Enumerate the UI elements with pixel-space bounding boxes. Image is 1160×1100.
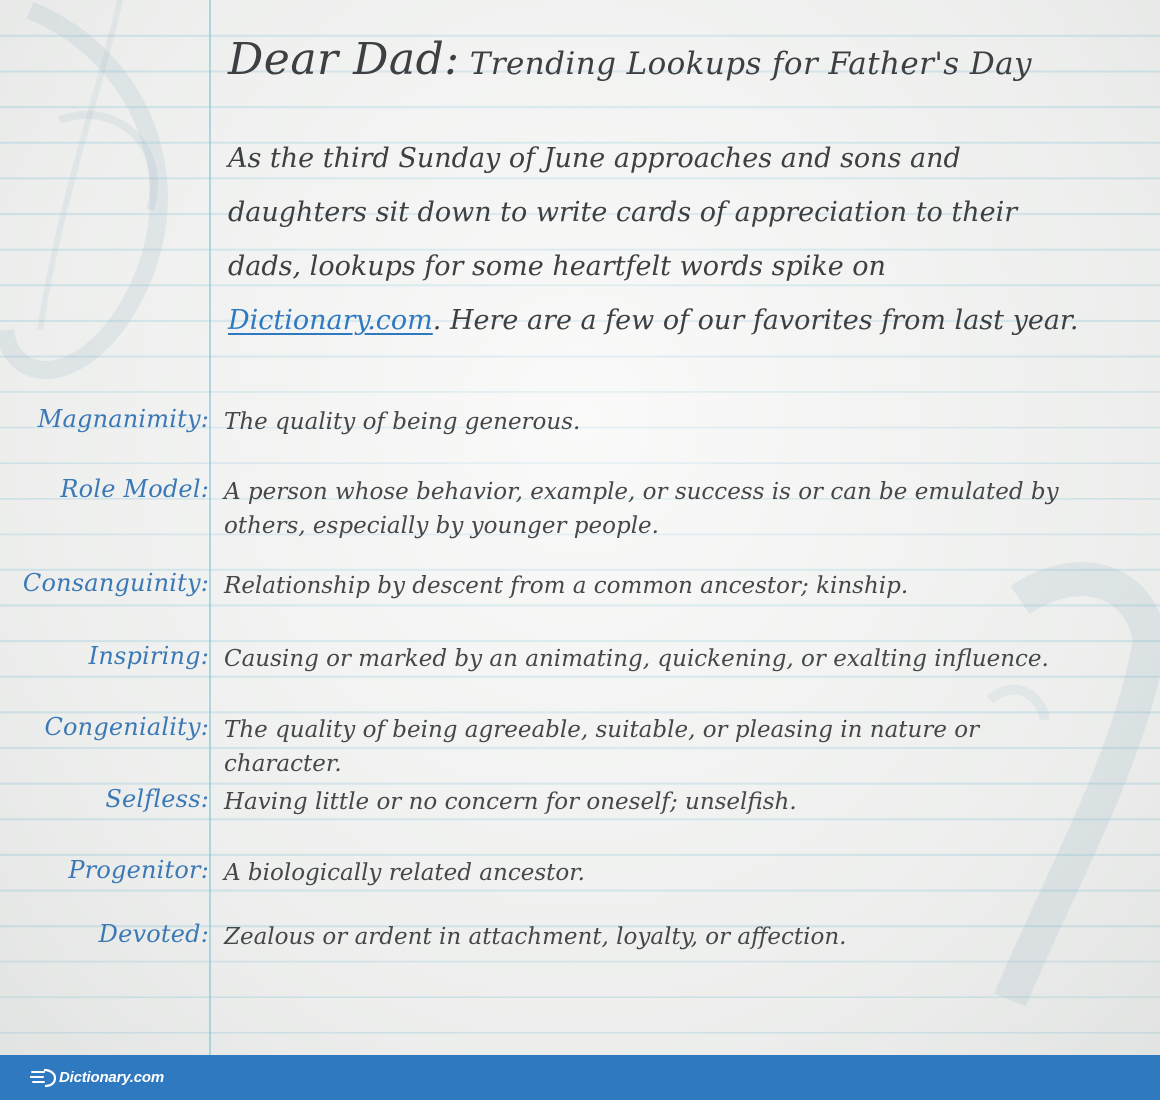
entry-definition: A person whose behavior, example, or success is or can be emulated by others, especially by younger people. [224,479,1059,539]
entry-term: Magnanimity: [37,405,209,433]
dictionary-link[interactable]: Dictionary.com [228,305,433,336]
entry-definition: Having little or no concern for oneself; unselfish. [224,789,797,815]
entry-term: Congeniality: [44,713,209,741]
entry-definition: The quality of being generous. [224,409,581,435]
entry-definition: A biologically related ancestor. [224,860,585,886]
title-main: Dear Dad: [228,34,460,85]
dictionary-logo[interactable] [30,1068,164,1088]
entry-term: Inspiring: [88,642,209,670]
entry-term: Consanguinity: [22,569,209,597]
intro-text-before: As the third Sunday of June approaches and sons and daughters sit down to write cards of appreciation to their dads, lookups for some heartfelt words spike on [228,143,1018,282]
entry-term: Devoted: [98,920,209,948]
footer-logo-text: Dictionary.com [59,1069,165,1086]
entry-term: Progenitor: [68,856,209,884]
title-subtitle: Trending Lookups for Father's Day [469,46,1032,82]
entry-term: Selfless: [105,785,209,813]
intro-text-after: . Here are a few of our favorites from last year. [432,305,1079,336]
entry-definition: Relationship by descent from a common ancestor; kinship. [224,573,909,599]
entry-term: Role Model: [60,475,209,503]
margin-line [209,0,211,1055]
entry-definition: The quality of being agreeable, suitable, or pleasing in nature or character. [224,717,980,777]
entry-definition: Causing or marked by an animating, quickening, or exalting influence. [224,646,1049,672]
intro-paragraph [228,132,1088,348]
dictionary-speed-lines-icon [30,1068,56,1088]
page-title [228,34,1128,85]
footer-bar [0,1055,1160,1100]
entry-definition: Zealous or ardent in attachment, loyalty, or affection. [224,924,847,950]
